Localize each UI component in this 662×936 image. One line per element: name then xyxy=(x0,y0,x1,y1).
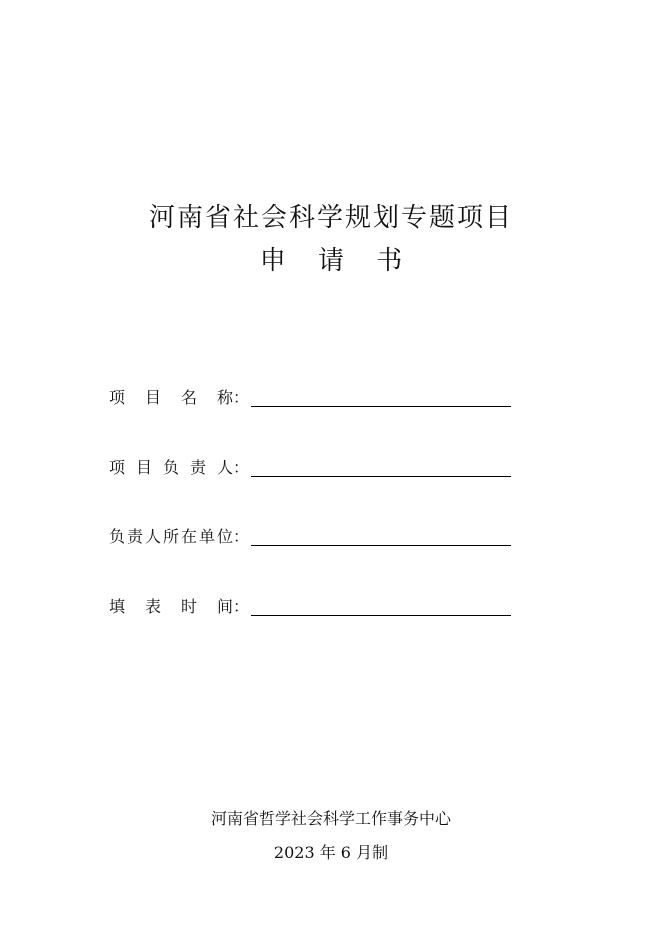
label-char: 位 xyxy=(217,527,234,546)
fill-date-input-line[interactable] xyxy=(251,615,511,616)
label-colon: ： xyxy=(233,388,250,407)
subtitle-char: 书 xyxy=(376,246,403,276)
label-char: 项 xyxy=(109,458,126,477)
label-char: 人 xyxy=(145,527,162,546)
label-colon: ： xyxy=(233,527,250,546)
issue-date: 2023 年 6 月制 xyxy=(273,843,389,862)
label-colon: ： xyxy=(233,458,250,477)
project-name-input-line[interactable] xyxy=(251,406,511,407)
document-subtitle xyxy=(0,240,662,277)
label-char: 责 xyxy=(127,527,144,546)
label-char: 间 xyxy=(217,597,234,616)
label-char: 目 xyxy=(136,458,153,477)
project-name-field xyxy=(109,386,511,410)
issuing-organization: 河南省哲学社会科学工作事务中心 xyxy=(210,809,451,828)
label-char: 称 xyxy=(217,388,234,407)
label-char: 名 xyxy=(181,388,198,407)
label-char: 单 xyxy=(199,527,216,546)
label-colon: ： xyxy=(233,597,250,616)
fill-date-field xyxy=(109,595,511,619)
label-char: 人 xyxy=(217,458,234,477)
label-char: 表 xyxy=(145,597,162,616)
label-char: 负 xyxy=(109,527,126,546)
label-char: 责 xyxy=(190,458,207,477)
subtitle-char: 申 xyxy=(259,246,286,276)
label-char: 在 xyxy=(181,527,198,546)
subtitle-char: 请 xyxy=(317,246,344,276)
leader-unit-input-line[interactable] xyxy=(251,545,511,546)
label-char: 所 xyxy=(163,527,180,546)
label-char: 负 xyxy=(163,458,180,477)
project-leader-input-line[interactable] xyxy=(251,476,511,477)
label-char: 目 xyxy=(145,388,162,407)
label-char: 填 xyxy=(109,597,126,616)
label-char: 时 xyxy=(181,597,198,616)
document-title: 河南省社会科学规划专题项目 xyxy=(148,203,513,233)
leader-unit-field xyxy=(109,525,511,549)
project-leader-field xyxy=(109,456,511,480)
label-char: 项 xyxy=(109,388,126,407)
